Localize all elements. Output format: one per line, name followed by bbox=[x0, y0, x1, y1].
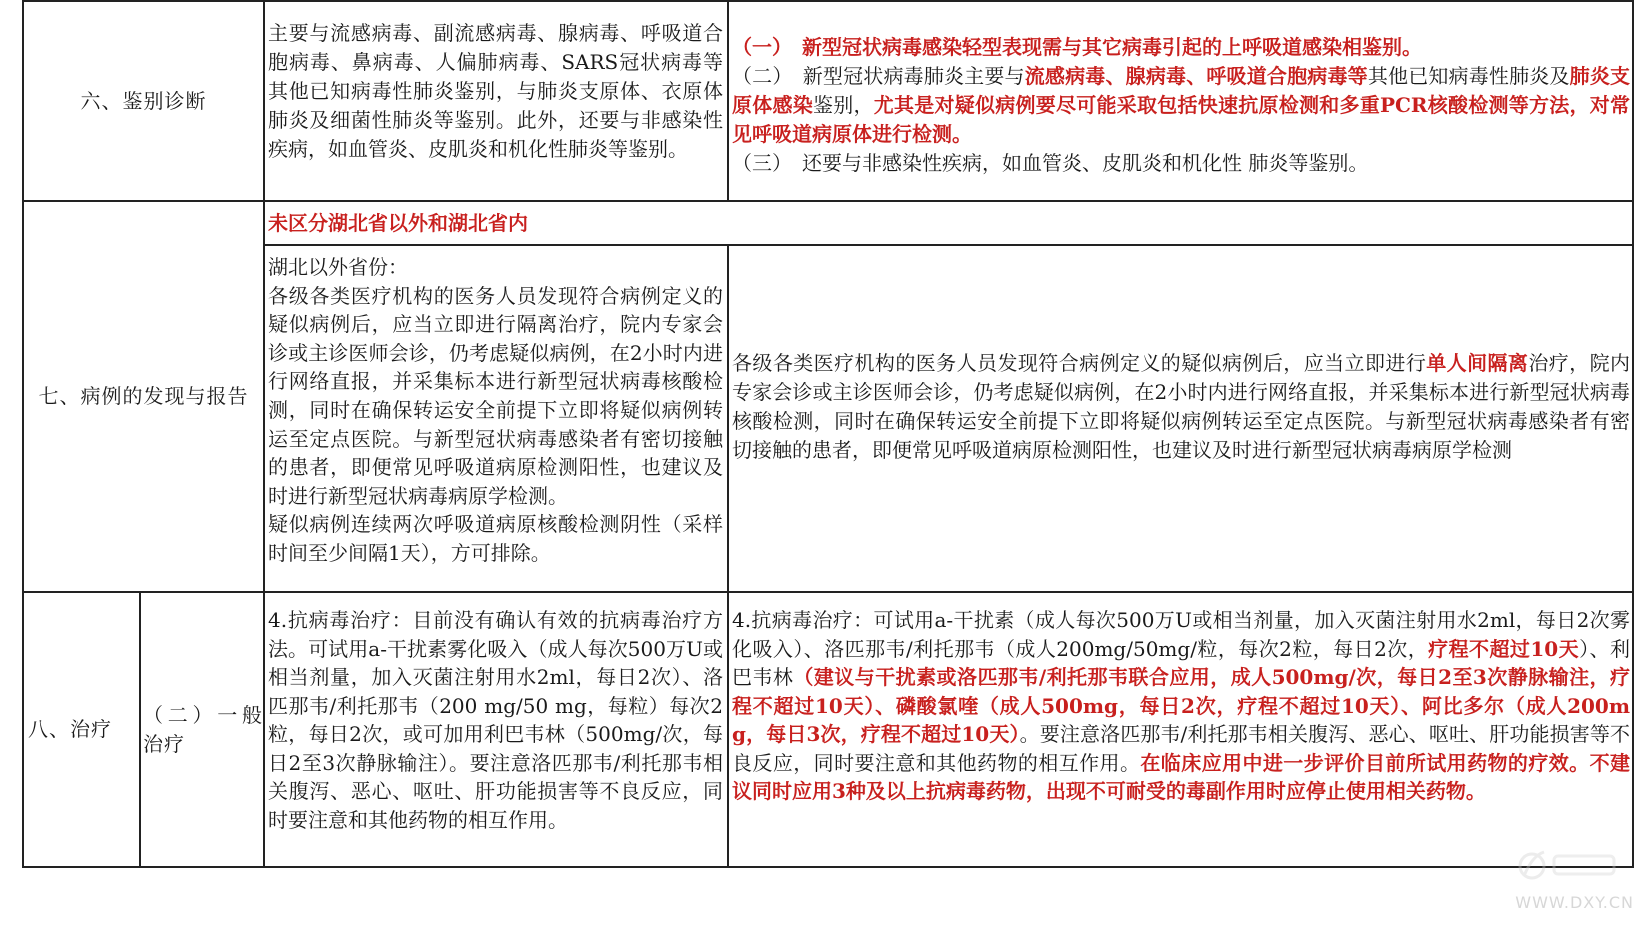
rule-col2-a bbox=[727, 0, 729, 202]
rule-row7-header-bottom bbox=[263, 244, 1634, 246]
row8-old-text bbox=[268, 606, 723, 864]
rule-col2-b bbox=[727, 245, 729, 868]
row6-p2-s1: （二） 新型冠状病毒肺炎主要与 bbox=[732, 64, 1025, 88]
row6-p2-s2: 流感病毒、腺病毒、呼吸道合胞病毒等 bbox=[1024, 64, 1368, 88]
row6-old-text bbox=[268, 19, 723, 199]
row8-new-s3: ）、利巴韦林 bbox=[732, 636, 1630, 689]
row7-new-s3: 治疗，院内专家会诊或主诊医师会诊，仍考虑疑似病例，在2小时内进行网络直报，并采集标本进行新型冠状病毒核酸检测，同时在确保转运安全前提下立即将疑似病例转运至定点医院。与新型冠状病毒感染者有密切接触的患者，即便常见呼吸道病原检测阳性，也建议及时进行新型冠状病毒病原学检测 bbox=[732, 351, 1631, 462]
row8-old-paragraph: 4.抗病毒治疗：目前没有确认有效的抗病毒治疗方法。可试用a-干扰素雾化吸入（成人每次500万U或相当剂量，加入灭菌注射用水2ml，每日2次）、洛匹那韦/利托那韦（200 mg/50 mg，每粒）每次2粒，每日2次，或可加用利巴韦林（500mg/次，每日2至3次静脉输注）。要注意洛匹那韦/利托那韦相关腹泻、恶心、呕吐、肝功能损害等不良反应，同时要注意和其他药物的相互作用。 bbox=[268, 608, 723, 832]
watermark-text: WWW.DXY.CN bbox=[1515, 893, 1634, 912]
row6-old-paragraph: 主要与流感病毒、副流感病毒、腺病毒、呼吸道合胞病毒、鼻病毒、人偏肺病毒、SARS冠状病毒等其他已知病毒性肺炎鉴别，与肺炎支原体、衣原体肺炎及细菌性肺炎等鉴别。此外，还要与非感染性疾病，如血管炎、皮肌炎和机化性肺炎等鉴别。 bbox=[268, 21, 723, 161]
row7-old-p3: 疑似病例连续两次呼吸道病原核酸检测阴性（采样时间至少间隔1天），方可排除。 bbox=[268, 512, 723, 565]
row7-old-text bbox=[268, 253, 723, 589]
row7-header bbox=[268, 202, 1628, 244]
row8-new-paragraph bbox=[732, 606, 1630, 806]
rule-subcol bbox=[139, 592, 141, 868]
row7-new-text bbox=[732, 349, 1630, 499]
row7-old-p1: 湖北以外省份： bbox=[268, 255, 408, 279]
row6-label-text: 六、鉴别诊断 bbox=[80, 88, 207, 113]
row8-new-s5: 。要注意洛匹那韦/利托那韦相关腹泻、恶心、呕吐、肝功能损害等不良反应，同时要注意和其他药物的相互作用。 bbox=[732, 722, 1630, 775]
dxy-logo-watermark bbox=[1514, 846, 1624, 886]
row7-new-paragraph bbox=[732, 349, 1630, 465]
row7-header-text: 未区分湖北省以外和湖北省内 bbox=[268, 210, 528, 235]
row8-new-s4: （建议与干扰素或洛匹那韦/利托那韦联合应用，成人500mg/次，每日2至3次静脉输注，疗程不超过10天）、磷酸氯喹（成人500mg，每日2次，疗程不超过10天）、阿比多尔（成人200mg，每日3次，疗程不超过10天） bbox=[732, 665, 1631, 746]
row7-new-s1: 各级各类医疗机构的医务人员发现符合病例定义的疑似病例后，应当立即进行 bbox=[732, 351, 1427, 375]
row8-label-text: 八、治疗 bbox=[28, 717, 112, 741]
row8-new-text bbox=[732, 606, 1630, 864]
rule-right bbox=[1632, 0, 1634, 868]
comparison-table bbox=[22, 0, 1634, 926]
row6-new-text bbox=[732, 33, 1630, 199]
row8-label bbox=[28, 593, 138, 866]
rule-col1 bbox=[263, 0, 265, 868]
row6-new-p1: （一） 新型冠状病毒感染轻型表现需与其它病毒引起的上呼吸道感染相鉴别。 bbox=[732, 35, 1422, 59]
row6-p2-s3: 其他已知病毒性肺炎及 bbox=[1367, 64, 1570, 88]
row8-sublabel bbox=[143, 593, 263, 866]
row6-p2-s4: 肺炎支原体感染 bbox=[732, 64, 1631, 117]
row6-new-p3: （三） 还要与非感染性疾病，如血管炎、皮肌炎和机化性 肺炎等鉴别。 bbox=[732, 151, 1369, 175]
row8-new-s1: 4.抗病毒治疗：可试用a-干扰素（成人每次500万U或相当剂量，加入灭菌注射用水2ml，每日2次雾化吸入）、洛匹那韦/利托那韦（成人200mg/50mg/粒，每次2粒，每日2次， bbox=[732, 608, 1630, 661]
row7-label bbox=[24, 202, 263, 591]
row7-label-text: 七、病例的发现与报告 bbox=[38, 384, 249, 408]
row6-label bbox=[24, 2, 263, 200]
row6-new-p2 bbox=[732, 62, 1630, 149]
row8-sublabel-text: （二）一般治疗 bbox=[143, 702, 263, 756]
row6-p2-s5: 鉴别， bbox=[813, 93, 874, 117]
row8-new-s2: 疗程不超过10天 bbox=[1428, 636, 1580, 661]
row6-p2-s6: 尤其是对疑似病例要尽可能采取包括快速抗原检测和多重PCR核酸检测等方法，对常见呼吸道病原体进行检测。 bbox=[732, 93, 1631, 146]
row8-new-s6: 在临床应用中进一步评价目前所试用药物的疗效。不建议同时应用3种及以上抗病毒药物，出现不可耐受的毒副作用时应停止使用相关药物。 bbox=[732, 750, 1631, 803]
row7-old-p2: 各级各类医疗机构的医务人员发现符合病例定义的疑似病例后，应当立即进行隔离治疗，院内专家会诊或主诊医师会诊，仍考虑疑似病例，在2小时内进行网络直报，并采集标本进行新型冠状病毒核酸检测，同时在确保转运安全前提下立即将疑似病例转运至定点医院。与新型冠状病毒感染者有密切接触的患者，即便常见呼吸道病原检测阳性，也建议及时进行新型冠状病毒病原学检测。 bbox=[268, 283, 723, 508]
row7-new-s2: 单人间隔离 bbox=[1426, 351, 1529, 375]
